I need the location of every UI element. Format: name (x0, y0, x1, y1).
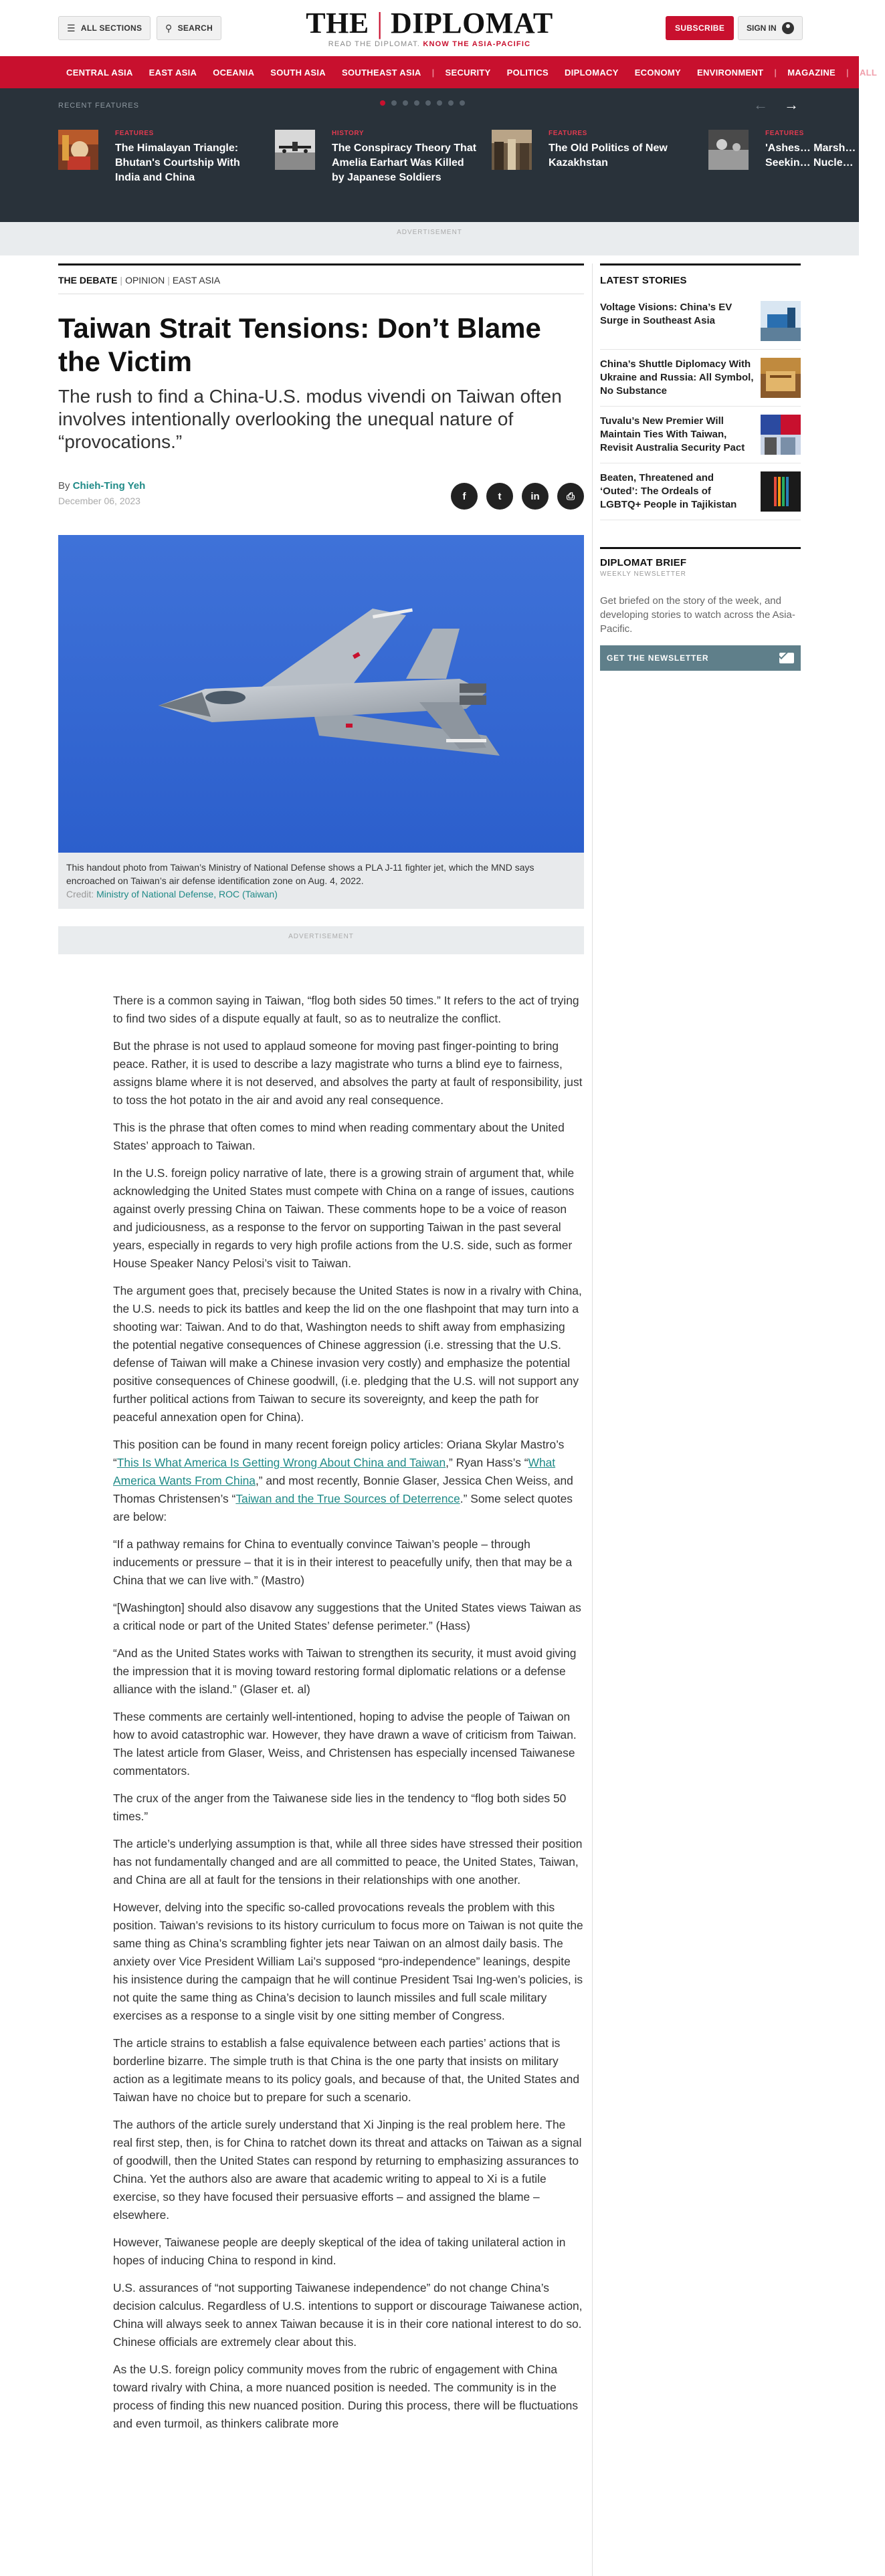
carousel-dots[interactable] (380, 100, 465, 106)
thumbnail-image (492, 130, 532, 170)
paragraph: But the phrase is not used to applaud someone for moving past finger-pointing to bring peace. Rather, it is used to describe a lazy magistrate who turns a blind eye to fairness, assigns blame where it is not deserved, and absolves the party at fault of responsibility, just to toss the hot potato in the air and avoid any real consequence. (113, 1039, 583, 1107)
crumb-type[interactable]: OPINION (125, 275, 165, 286)
paragraph: The crux of the anger from the Taiwanese side lies in the tendency to “flog both sides 50 times.” (113, 1792, 567, 1823)
all-sections-label: ALL SECTIONS (80, 23, 142, 33)
story-title[interactable]: Beaten, Threatened and ‘Outed’: The Ordeals of LGBTQ+ People in Tajikistan (600, 472, 737, 510)
nav-magazine[interactable]: MAGAZINE (787, 67, 836, 78)
sidebar (600, 263, 801, 671)
article (58, 263, 584, 2442)
top-advertisement: ADVERTISEMENT (0, 222, 859, 255)
carousel-arrows (753, 96, 799, 114)
byline (58, 480, 584, 520)
mid-advertisement: ADVERTISEMENT (58, 926, 584, 954)
by-label: By (58, 480, 70, 492)
feature-title[interactable]: 'Ashes… Marsh… Seekin… Nucle… (765, 142, 856, 169)
paragraph: The argument goes that, precisely because the United States is now in a rivalry with China, the U.S. needs to pick its battles and keep the lid on the one flashpoint that may turn into a shooting war: Taiwan. And to do that, Washington needs to shift away from emphasizing the potential negative consequences of Chinese aggression (i.e. stressing that the U.S. defense of Taiwan will make a Chinese invasion very costly) and emphasize the potential positive consequences of Chinese goodwill, (i.e. pledging that the U.S. will not support any further political actions from Taiwan to secure its sovereignty, and keep the path for peaceful annexation open for China). (113, 1284, 582, 1424)
divider (58, 263, 584, 265)
article-link[interactable]: What America Wants From China (113, 1456, 556, 1487)
nav-diplomacy[interactable]: DIPLOMACY (565, 67, 619, 78)
feature-card[interactable] (58, 130, 262, 185)
credit-label: Credit: (66, 889, 94, 899)
feature-title[interactable]: The Conspiracy Theory That Amelia Earhart Was Killed by Japanese Soldiers (332, 142, 477, 183)
caption-text: This handout photo from Taiwan’s Ministry of National Defense shows a PLA J-11 fighter jet, which the MND says encroached on Taiwan’s air defense identification zone on Aug. 4, 2022. (66, 862, 534, 886)
crumb-separator: | (120, 275, 123, 286)
latest-story[interactable] (600, 293, 801, 350)
nav-politics[interactable]: POLITICS (506, 67, 549, 78)
paragraph: In the U.S. foreign policy narrative of late, there is a growing strain of argument that, while acknowledging the United States must compete with China on a range of issues, cautions against overly pressing China on Taiwan. These comments hope to be a voice of reason and judiciousness, as a response to the fervor on supporting Taiwan in the past several years, especially in regards to very high profile actions from the U.S. side, such as former House Speaker Nancy Pelosi’s visit to Taiwan. (113, 1166, 575, 1270)
story-thumbnail[interactable] (761, 358, 801, 398)
text-run: ,” and most recently, Bonnie Glaser, Jessica Chen Weiss, and Thomas Christensen’s “ (113, 1474, 573, 1505)
subscribe-button[interactable]: SUBSCRIBE (666, 16, 734, 40)
paragraph: There is a common saying in Taiwan, “flog both sides 50 times.” It refers to the act of trying to find two sides of a dispute equally at fault, so as to neutralize the conflict. (113, 994, 579, 1025)
quote-paragraph: “If a pathway remains for China to eventually convince Taiwan’s people – through inducements or pressure – that it is in their interest to peacefully unify, then that may be a China that we can live with.” (Mastro) (113, 1537, 573, 1587)
thumbnail-image (761, 358, 801, 398)
newsletter-button-label: GET THE NEWSLETTER (607, 653, 709, 663)
carousel-dot[interactable] (437, 100, 442, 106)
sign-in-label: SIGN IN (747, 23, 777, 33)
arrow-right-icon[interactable]: → (784, 96, 799, 113)
print-icon[interactable]: ⎙ (557, 483, 584, 510)
paragraph: The article strains to establish a false equivalence between each parties’ actions that is borderline bizarre. The simple truth is that China is the one party that insists on military action as a legitimate means to its policy goals, and because of that, the United States and Taiwan have no choice but to prepare for such a scenario. (113, 2036, 580, 2104)
article-dek: The rush to find a China-U.S. modus vivendi on Taiwan often involves intentionally overlooking the unequal nature of “provocations.” (58, 386, 562, 452)
hero-image (58, 535, 584, 853)
nav-south-asia[interactable]: SOUTH ASIA (270, 67, 326, 78)
tagline-prefix: READ THE DIPLOMAT. (328, 40, 421, 48)
image-caption (58, 853, 584, 909)
crumb-separator: | (167, 275, 170, 286)
carousel-dot[interactable] (448, 100, 454, 106)
story-thumbnail[interactable] (761, 301, 801, 341)
author-link[interactable]: Chieh-Ting Yeh (72, 480, 146, 492)
newsletter-heading: DIPLOMAT BRIEF (600, 557, 687, 568)
latest-story[interactable] (600, 463, 801, 520)
recent-features-label: RECENT FEATURES (58, 102, 139, 110)
feature-category: HISTORY (332, 130, 365, 137)
carousel-dot[interactable] (391, 100, 397, 106)
logo-tagline (0, 40, 859, 48)
article-link[interactable]: Taiwan and the True Sources of Deterrence (235, 1492, 460, 1505)
feature-title[interactable]: The Himalayan Triangle: Bhutan's Courtship With India and China (115, 142, 240, 183)
paragraph: The article’s underlying assumption is that, while all three sides have stressed their position has not fundamentally changed and are all committed to peace, the United States, Taiwan, and China are all at fault for the tensions in their relationships with one another. (113, 1837, 583, 1887)
newsletter-box (600, 547, 801, 671)
image-credit (66, 887, 576, 901)
quote-paragraph: “And as the United States works with Taiwan to strengthen its security, it must avoid giving the impression that it is moving toward restoring formal diplomatic relations or a defense alliance with the island.” (Glaser et. al) (113, 1646, 577, 1696)
article-body (58, 992, 584, 2433)
newsletter-signup-button[interactable] (600, 645, 801, 671)
paragraph: However, Taiwanese people are deeply skeptical of the idea of taking unilateral action in hopes of inducing China to respond in kind. (113, 2236, 566, 2267)
feature-card[interactable] (275, 130, 479, 185)
thumbnail-image (58, 130, 98, 170)
text-run: This position can be found in many recent foreign policy articles: Oriana Skylar Mastro’s “ (113, 1438, 565, 1469)
nav-economy[interactable]: ECONOMY (634, 67, 681, 78)
feature-card[interactable] (708, 130, 859, 171)
hamburger-menu-icon: ☰ (67, 22, 76, 33)
nav-all[interactable]: ALL (859, 67, 878, 78)
main-nav (0, 56, 878, 88)
carousel-dot[interactable] (425, 100, 431, 106)
thumbnail-image (761, 301, 801, 341)
linkedin-share-icon[interactable]: in (522, 483, 549, 510)
share-buttons (451, 483, 584, 510)
story-thumbnail[interactable] (761, 471, 801, 512)
article-title: Taiwan Strait Tensions: Don’t Blame the Victim (58, 312, 541, 377)
user-avatar-icon (782, 22, 794, 34)
nav-southeast-asia[interactable]: SOUTHEAST ASIA (342, 67, 421, 78)
nav-environment[interactable]: ENVIRONMENT (696, 67, 764, 78)
twitter-share-icon[interactable]: t (486, 483, 513, 510)
column-divider (592, 263, 593, 2576)
feature-thumbnail (58, 130, 98, 170)
nav-security[interactable]: SECURITY (445, 67, 491, 78)
paragraph (113, 1436, 584, 1526)
story-title[interactable]: Voltage Visions: China’s EV Surge in Southeast Asia (600, 302, 732, 326)
feature-thumbnail (275, 130, 315, 170)
publish-date: December 06, 2023 (58, 496, 140, 506)
latest-story[interactable] (600, 350, 801, 407)
facebook-share-icon[interactable]: f (451, 483, 478, 510)
article-link[interactable]: This Is What America Is Getting Wrong About China and Taiwan (116, 1456, 446, 1469)
nav-central-asia[interactable]: CENTRAL ASIA (66, 67, 133, 78)
story-thumbnail[interactable] (761, 415, 801, 455)
sign-in-button[interactable] (738, 16, 803, 40)
nav-oceania[interactable]: OCEANIA (213, 67, 255, 78)
paragraph: U.S. assurances of “not supporting Taiwanese independence” do not change China’s decision calculus. Regardless of U.S. intentions to support or discourage Taiwanese action, China will always seek to annex Taiwan because it is in their core national interest to do so. Chinese officials are extremely clear about this. (113, 2281, 583, 2349)
latest-stories-heading: LATEST STORIES (600, 275, 687, 286)
newsletter-subheading: WEEKLY NEWSLETTER (600, 570, 686, 578)
credit-link[interactable]: Ministry of National Defense, ROC (Taiwan) (96, 889, 278, 899)
logo-name: DIPLOMAT (391, 7, 553, 39)
logo-bar: | (377, 7, 383, 39)
logo-the: THE (306, 7, 369, 39)
quote-paragraph: “[Washington] should also disavow any suggestions that the United States views Taiwan as a critical node or part of the United States’ defense perimeter.” (Hass) (113, 1601, 581, 1632)
feature-title[interactable]: The Old Politics of New Kazakhstan (549, 142, 668, 169)
nav-separator: | (846, 67, 849, 78)
tagline-bold: KNOW THE ASIA-PACIFIC (423, 40, 531, 48)
thumbnail-image (275, 130, 315, 170)
feature-category: FEATURES (549, 130, 587, 137)
search-label: SEARCH (177, 23, 213, 33)
paragraph: However, delving into the specific so-called provocations reveals the problem with this position. Taiwan’s revisions to its history curriculum to focus more on Taiwan is not quite the same thing as China’s scrambling fighter jets near Taiwan on an almost daily basis. The anxiety over Vice President William Lai’s supposed “pro-independence” leanings, despite his insistence during the campaign that he will continue President Tsai Ing-wen’s policies, is not quite the same thing as China’s decision to launch missiles and full scale military exercises as a response to a single visit by one sitting member of Congress. (113, 1901, 583, 2022)
search-icon: ⚲ (165, 22, 173, 33)
carousel-dot[interactable] (414, 100, 419, 106)
crumb-region[interactable]: EAST ASIA (172, 275, 221, 286)
nav-east-asia[interactable]: EAST ASIA (149, 67, 197, 78)
paragraph: The authors of the article surely understand that Xi Jinping is the real problem here. The real first step, then, is for China to ratchet down its threat and attacks on Taiwan as a signal of goodwill, then the United States can respond by returning to emphasizing assurances to China. Yet the authors also are aware that academic writing to appeal to Xi is a futile exercise, so they have focused their persuasive efforts – and assigned the blame – elsewhere. (113, 2118, 582, 2222)
feature-thumbnail (492, 130, 532, 170)
nav-separator: | (431, 67, 435, 78)
fighter-jet-image (58, 535, 584, 853)
recent-features (0, 88, 859, 222)
carousel-dot[interactable] (380, 100, 385, 106)
divider (600, 547, 801, 549)
nav-separator: | (774, 67, 777, 78)
thumbnail-image (708, 130, 749, 170)
feature-category: FEATURES (765, 130, 804, 137)
thumbnail-image (761, 415, 801, 455)
paragraph: These comments are certainly well-intentioned, hoping to advise the people of Taiwan on how to avoid catastrophic war. However, they have drawn a wave of criticism from Taiwan. The latest article from Glaser, Weiss, and Christensen has especially incensed Taiwanese commentators. (113, 1710, 577, 1778)
crumb-section[interactable]: THE DEBATE (58, 275, 118, 286)
paragraph: As the U.S. foreign policy community moves from the rubric of engagement with China toward rivalry with China, a more nuanced position is needed. The community is in the process of finding this new nuanced position. During this process, there will be fluctuations and even turmoil, as thinkers calibrate more (113, 2363, 579, 2430)
paragraph: This is the phrase that often comes to mind when reading commentary about the United States’ approach to Taiwan. (113, 1121, 565, 1152)
text-run: .” Some select quotes are below: (113, 1492, 573, 1523)
arrow-left-icon[interactable]: ← (753, 96, 768, 113)
divider (600, 263, 801, 265)
site-header (0, 0, 859, 56)
carousel-dot[interactable] (460, 100, 465, 106)
mail-icon (779, 653, 794, 663)
breadcrumb (58, 275, 584, 286)
feature-category: FEATURES (115, 130, 154, 137)
newsletter-description: Get briefed on the story of the week, and developing stories to watch across the Asia-Pacific. (600, 595, 795, 635)
thumbnail-image (761, 471, 801, 512)
feature-thumbnail (708, 130, 749, 170)
carousel-dot[interactable] (403, 100, 408, 106)
feature-card[interactable] (492, 130, 696, 171)
story-title[interactable]: China’s Shuttle Diplomacy With Ukraine and Russia: All Symbol, No Substance (600, 358, 754, 397)
latest-story[interactable] (600, 407, 801, 463)
text-run: ,” Ryan Hass’s “ (446, 1456, 528, 1469)
story-title[interactable]: Tuvalu’s New Premier Will Maintain Ties With Taiwan, Revisit Australia Security Pact (600, 415, 745, 453)
